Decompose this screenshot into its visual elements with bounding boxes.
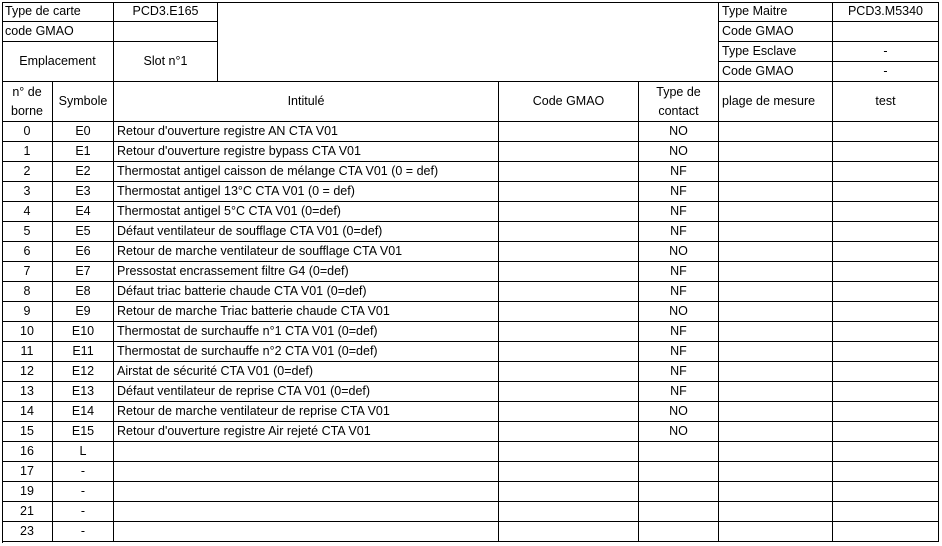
cell-type-contact[interactable]: NO — [639, 402, 719, 422]
cell-type-contact[interactable]: NO — [639, 122, 719, 142]
cell-symbole[interactable]: E3 — [53, 182, 114, 202]
cell-code-gmao[interactable] — [499, 362, 639, 382]
cell-code-gmao[interactable] — [499, 302, 639, 322]
cell-type-contact[interactable]: NO — [639, 302, 719, 322]
cell-intitule[interactable]: Retour d'ouverture registre bypass CTA V01 — [114, 142, 499, 162]
cell-code-gmao[interactable] — [499, 142, 639, 162]
cell-type-contact[interactable] — [639, 502, 719, 522]
cell-symbole[interactable]: E4 — [53, 202, 114, 222]
type-maitre-value[interactable]: PCD3.M5340 — [833, 2, 939, 22]
cell-symbole[interactable]: - — [53, 502, 114, 522]
code-gmao2-label[interactable]: Code GMAO — [719, 22, 833, 42]
cell-code-gmao[interactable] — [499, 402, 639, 422]
cell-test[interactable] — [833, 202, 939, 222]
cell-intitule[interactable]: Retour de marche ventilateur de soufflage CTA V01 — [114, 242, 499, 262]
cell-symbole[interactable]: - — [53, 462, 114, 482]
cell-test[interactable] — [833, 242, 939, 262]
cell-type-contact[interactable]: NF — [639, 202, 719, 222]
cell-code-gmao[interactable] — [499, 322, 639, 342]
cell-test[interactable] — [833, 262, 939, 282]
emplacement-label[interactable]: Emplacement — [2, 42, 114, 82]
cell-code-gmao[interactable] — [499, 422, 639, 442]
cell-intitule[interactable]: Défaut ventilateur de soufflage CTA V01 (0=def) — [114, 222, 499, 242]
cell-type-contact[interactable] — [639, 482, 719, 502]
cell-code-gmao[interactable] — [499, 122, 639, 142]
blank-header-area[interactable] — [218, 2, 719, 82]
cell-code-gmao[interactable] — [499, 342, 639, 362]
cell-plage-mesure[interactable] — [719, 362, 833, 382]
cell-test[interactable] — [833, 382, 939, 402]
cell-test[interactable] — [833, 402, 939, 422]
code-gmao2-value[interactable] — [833, 22, 939, 42]
cell-type-contact[interactable]: NF — [639, 342, 719, 362]
type-esclave-value[interactable]: - — [833, 42, 939, 62]
type-maitre-label[interactable]: Type Maitre — [719, 2, 833, 22]
cell-borne[interactable]: 10 — [2, 322, 53, 342]
cell-type-contact[interactable]: NF — [639, 322, 719, 342]
cell-plage-mesure[interactable] — [719, 222, 833, 242]
cell-symbole[interactable]: E8 — [53, 282, 114, 302]
header-code-gmao[interactable]: Code GMAO — [499, 82, 639, 122]
cell-code-gmao[interactable] — [499, 482, 639, 502]
cell-plage-mesure[interactable] — [719, 522, 833, 542]
cell-intitule[interactable] — [114, 482, 499, 502]
cell-intitule[interactable]: Défaut ventilateur de reprise CTA V01 (0=def) — [114, 382, 499, 402]
cell-symbole[interactable]: E14 — [53, 402, 114, 422]
cell-code-gmao[interactable] — [499, 222, 639, 242]
cell-intitule[interactable] — [114, 522, 499, 542]
cell-borne[interactable]: 3 — [2, 182, 53, 202]
cell-symbole[interactable]: E15 — [53, 422, 114, 442]
type-carte-value[interactable]: PCD3.E165 — [114, 2, 218, 22]
cell-borne[interactable]: 4 — [2, 202, 53, 222]
cell-borne[interactable]: 23 — [2, 522, 53, 542]
cell-code-gmao[interactable] — [499, 242, 639, 262]
cell-code-gmao[interactable] — [499, 462, 639, 482]
cell-type-contact[interactable]: NF — [639, 382, 719, 402]
cell-type-contact[interactable]: NF — [639, 282, 719, 302]
cell-plage-mesure[interactable] — [719, 262, 833, 282]
cell-code-gmao[interactable] — [499, 282, 639, 302]
cell-intitule[interactable]: Thermostat antigel caisson de mélange CTA V01 (0 = def) — [114, 162, 499, 182]
cell-test[interactable] — [833, 282, 939, 302]
cell-borne[interactable]: 12 — [2, 362, 53, 382]
cell-intitule[interactable] — [114, 502, 499, 522]
code-gmao3-label[interactable]: Code GMAO — [719, 62, 833, 82]
cell-code-gmao[interactable] — [499, 262, 639, 282]
cell-test[interactable] — [833, 162, 939, 182]
cell-plage-mesure[interactable] — [719, 202, 833, 222]
cell-type-contact[interactable]: NF — [639, 262, 719, 282]
cell-symbole[interactable]: E5 — [53, 222, 114, 242]
cell-code-gmao[interactable] — [499, 182, 639, 202]
cell-test[interactable] — [833, 222, 939, 242]
cell-borne[interactable]: 5 — [2, 222, 53, 242]
cell-test[interactable] — [833, 482, 939, 502]
cell-test[interactable] — [833, 462, 939, 482]
code-gmao3-value[interactable]: - — [833, 62, 939, 82]
cell-code-gmao[interactable] — [499, 442, 639, 462]
code-gmao-label[interactable]: code GMAO — [2, 22, 114, 42]
cell-borne[interactable]: 9 — [2, 302, 53, 322]
header-test[interactable]: test — [833, 82, 939, 122]
cell-symbole[interactable]: E1 — [53, 142, 114, 162]
cell-plage-mesure[interactable] — [719, 482, 833, 502]
cell-test[interactable] — [833, 362, 939, 382]
cell-test[interactable] — [833, 502, 939, 522]
cell-intitule[interactable] — [114, 462, 499, 482]
cell-type-contact[interactable]: NF — [639, 182, 719, 202]
cell-intitule[interactable]: Défaut triac batterie chaude CTA V01 (0=def) — [114, 282, 499, 302]
header-plage-mesure[interactable]: plage de mesure — [719, 82, 833, 122]
cell-symbole[interactable]: E6 — [53, 242, 114, 262]
cell-symbole[interactable]: E10 — [53, 322, 114, 342]
cell-intitule[interactable]: Thermostat de surchauffe n°1 CTA V01 (0=def) — [114, 322, 499, 342]
cell-borne[interactable]: 7 — [2, 262, 53, 282]
type-esclave-label[interactable]: Type Esclave — [719, 42, 833, 62]
cell-type-contact[interactable]: NO — [639, 142, 719, 162]
cell-plage-mesure[interactable] — [719, 122, 833, 142]
cell-plage-mesure[interactable] — [719, 302, 833, 322]
cell-type-contact[interactable]: NF — [639, 362, 719, 382]
emplacement-value[interactable]: Slot n°1 — [114, 42, 218, 82]
cell-plage-mesure[interactable] — [719, 182, 833, 202]
cell-borne[interactable]: 15 — [2, 422, 53, 442]
cell-intitule[interactable]: Retour d'ouverture registre AN CTA V01 — [114, 122, 499, 142]
cell-intitule[interactable]: Thermostat antigel 5°C CTA V01 (0=def) — [114, 202, 499, 222]
cell-code-gmao[interactable] — [499, 522, 639, 542]
cell-test[interactable] — [833, 122, 939, 142]
cell-type-contact[interactable] — [639, 462, 719, 482]
cell-plage-mesure[interactable] — [719, 342, 833, 362]
cell-symbole[interactable]: E0 — [53, 122, 114, 142]
cell-test[interactable] — [833, 322, 939, 342]
cell-symbole[interactable]: E9 — [53, 302, 114, 322]
cell-plage-mesure[interactable] — [719, 402, 833, 422]
cell-symbole[interactable]: L — [53, 442, 114, 462]
cell-type-contact[interactable]: NO — [639, 242, 719, 262]
cell-plage-mesure[interactable] — [719, 502, 833, 522]
cell-borne[interactable]: 11 — [2, 342, 53, 362]
cell-intitule[interactable]: Airstat de sécurité CTA V01 (0=def) — [114, 362, 499, 382]
header-symbole[interactable]: Symbole — [53, 82, 114, 122]
cell-code-gmao[interactable] — [499, 502, 639, 522]
cell-intitule[interactable] — [114, 442, 499, 462]
cell-plage-mesure[interactable] — [719, 282, 833, 302]
cell-code-gmao[interactable] — [499, 202, 639, 222]
cell-symbole[interactable]: E12 — [53, 362, 114, 382]
type-carte-label[interactable]: Type de carte — [2, 2, 114, 22]
cell-plage-mesure[interactable] — [719, 422, 833, 442]
cell-borne[interactable]: 19 — [2, 482, 53, 502]
cell-code-gmao[interactable] — [499, 162, 639, 182]
cell-intitule[interactable]: Retour de marche ventilateur de reprise CTA V01 — [114, 402, 499, 422]
cell-borne[interactable]: 1 — [2, 142, 53, 162]
cell-plage-mesure[interactable] — [719, 462, 833, 482]
cell-code-gmao[interactable] — [499, 382, 639, 402]
cell-test[interactable] — [833, 342, 939, 362]
cell-test[interactable] — [833, 142, 939, 162]
cell-symbole[interactable]: E13 — [53, 382, 114, 402]
cell-test[interactable] — [833, 442, 939, 462]
cell-borne[interactable]: 16 — [2, 442, 53, 462]
cell-symbole[interactable]: E11 — [53, 342, 114, 362]
cell-plage-mesure[interactable] — [719, 162, 833, 182]
cell-borne[interactable]: 6 — [2, 242, 53, 262]
cell-intitule[interactable]: Retour de marche Triac batterie chaude CTA V01 — [114, 302, 499, 322]
cell-plage-mesure[interactable] — [719, 242, 833, 262]
cell-test[interactable] — [833, 422, 939, 442]
header-intitule[interactable]: Intitulé — [114, 82, 499, 122]
cell-plage-mesure[interactable] — [719, 382, 833, 402]
cell-test[interactable] — [833, 522, 939, 542]
header-type-contact[interactable]: Type de contact — [639, 82, 719, 122]
cell-borne[interactable]: 21 — [2, 502, 53, 522]
cell-test[interactable] — [833, 302, 939, 322]
cell-borne[interactable]: 14 — [2, 402, 53, 422]
cell-intitule[interactable]: Thermostat de surchauffe n°2 CTA V01 (0=def) — [114, 342, 499, 362]
cell-intitule[interactable]: Retour d'ouverture registre Air rejeté CTA V01 — [114, 422, 499, 442]
cell-symbole[interactable]: E7 — [53, 262, 114, 282]
cell-plage-mesure[interactable] — [719, 442, 833, 462]
cell-borne[interactable]: 17 — [2, 462, 53, 482]
cell-plage-mesure[interactable] — [719, 322, 833, 342]
header-borne[interactable]: n° de borne — [2, 82, 53, 122]
cell-type-contact[interactable]: NO — [639, 422, 719, 442]
cell-borne[interactable]: 2 — [2, 162, 53, 182]
cell-borne[interactable]: 8 — [2, 282, 53, 302]
cell-test[interactable] — [833, 182, 939, 202]
cell-symbole[interactable]: E2 — [53, 162, 114, 182]
code-gmao-value[interactable] — [114, 22, 218, 42]
cell-symbole[interactable]: - — [53, 482, 114, 502]
cell-plage-mesure[interactable] — [719, 142, 833, 162]
cell-intitule[interactable]: Pressostat encrassement filtre G4 (0=def) — [114, 262, 499, 282]
cell-borne[interactable]: 0 — [2, 122, 53, 142]
cell-type-contact[interactable] — [639, 522, 719, 542]
cell-type-contact[interactable]: NF — [639, 222, 719, 242]
cell-borne[interactable]: 13 — [2, 382, 53, 402]
cell-type-contact[interactable] — [639, 442, 719, 462]
cell-symbole[interactable]: - — [53, 522, 114, 542]
cell-type-contact[interactable]: NF — [639, 162, 719, 182]
cell-intitule[interactable]: Thermostat antigel 13°C CTA V01 (0 = def) — [114, 182, 499, 202]
